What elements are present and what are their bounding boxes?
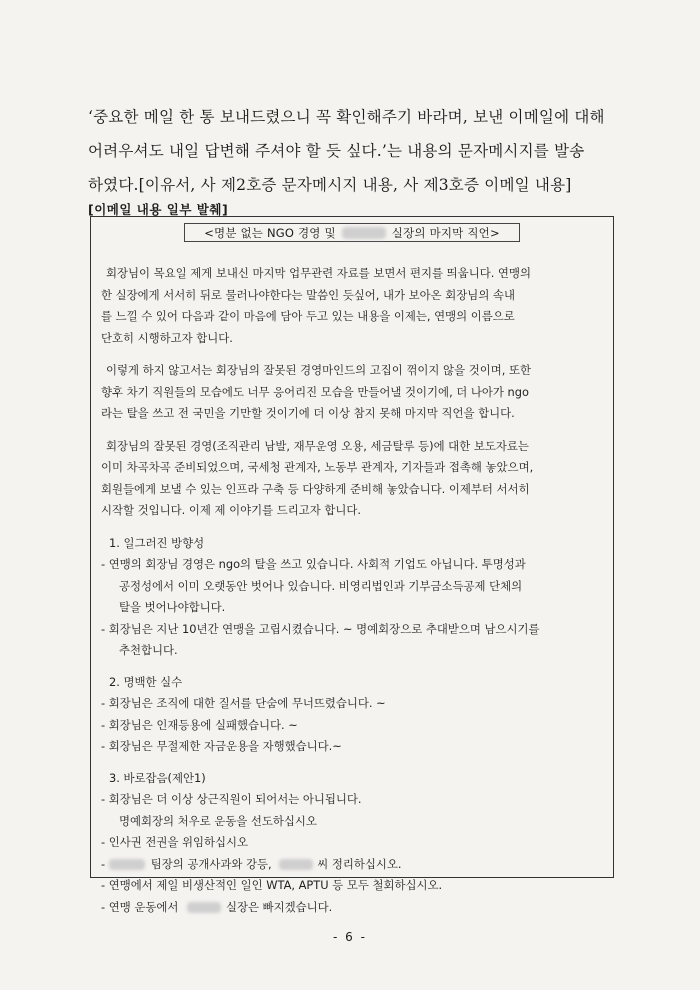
bullet-item: [101, 619, 611, 662]
bullet-text: - 연맹 운동에서: [101, 899, 179, 914]
bullet-text: - 회장님은 지난 10년간 연맹을 고립시켰습니다. ~ 명예회장으로 추대받으며 남으시기를: [101, 621, 540, 636]
section-3: [101, 768, 611, 919]
email-paragraph: [101, 436, 611, 522]
email-excerpt-box: [90, 216, 614, 914]
email-paragraph: [101, 263, 611, 349]
text-line: 시작할 것입니다. 이제 제 이야기를 드리고자 합니다.: [101, 503, 362, 517]
section-title: 2. 명백한 실수: [109, 674, 183, 689]
intro-line: ‘중요한 메일 한 통 보내드렸으니 꼭 확인해주기 바라며, 보낸 이메일에 대해: [88, 108, 605, 126]
text-line: 이렇게 하지 않고서는 회장님의 잘못된 경영마인드의 고집이 꺾이지 않을 것이며, 또한: [106, 363, 531, 377]
email-body: [101, 263, 611, 918]
intro-paragraph: [88, 100, 628, 202]
bullet-text: - 연맹의 회장님 경영은 ngo의 탈을 쓰고 있습니다. 사회적 기업도 아닙니다. 투명성과: [101, 557, 526, 571]
intro-line: 하였다.[이유서, 사 제2호증 문자메시지 내용, 사 제3호증 이메일 내용]: [88, 176, 572, 194]
bullet-item: - 회장님은 무절제한 자금운용을 자행했습니다.~: [101, 739, 342, 753]
bullet-item: [101, 897, 611, 919]
bullet-item: [101, 854, 611, 876]
excerpt-label: [이메일 내용 일부 발췌]: [88, 202, 229, 217]
bullet-item: - 연맹에서 제일 비생산적인 일인 WTA, APTU 등 모두 철회하십시오.: [101, 878, 443, 892]
redaction-mark: [342, 227, 386, 239]
bullet-item: [101, 554, 611, 619]
intro-line: 어려우셔도 내일 답변해 주셔야 할 듯 싶다.’는 내용의 문자메시지를 발송: [88, 142, 585, 160]
bullet-item: - 회장님은 더 이상 상근직원이 되어서는 아니됩니다.: [101, 792, 362, 806]
bullet-text: 공정성에서 이미 오랫동안 벗어나 있습니다. 비영리법인과 기부금소득공제 단체의: [119, 578, 523, 593]
redaction-mark: [187, 902, 221, 913]
text-line: 이미 차곡차곡 준비되었으며, 국세청 관계자, 노동부 관계자, 기자들과 접촉해 놓았으며,: [101, 460, 534, 474]
bullet-dash: -: [101, 856, 109, 871]
email-title: [184, 223, 520, 242]
bullet-item: - 인사권 전권을 위임하십시오: [101, 835, 249, 849]
section-1: [101, 533, 611, 662]
bullet-item: - 회장님은 조직에 대한 질서를 단숨에 무너뜨렸습니다. ~: [101, 696, 386, 710]
bullet-continuation: 명예회장의 처우로 운동을 선도하십시오: [119, 813, 317, 828]
email-title-end: 실장의 마지막 직언>: [391, 225, 500, 240]
bullet-text: 씨 정리하십시오.: [317, 856, 402, 871]
section-2: [101, 672, 611, 758]
section-title: 3. 바로잡음(제안1): [109, 770, 206, 785]
text-line: 회장님이 목요일 제게 보내신 마지막 업무관련 자료를 보면서 편지를 띄웁니다. 연맹의: [106, 266, 531, 280]
text-line: 향후 차기 직원들의 모습에도 너무 응어리진 모습을 만들어낼 것이기에, 더 나아가 ngo: [101, 384, 529, 399]
bullet-text: 탈을 벗어나야합니다.: [119, 600, 226, 614]
text-line: 한 실장에게 서서히 뒤로 물러나야한다는 말씀인 듯싶어, 내가 보아온 회장님의 속내: [101, 287, 515, 302]
text-line: 회원들에게 보낼 수 있는 인프라 구축 등 다양하게 준비해 놓았습니다. 이제부터 서서히: [101, 481, 530, 496]
bullet-text: 추천합니다.: [119, 643, 178, 657]
text-line: 라는 탈을 쓰고 전 국민을 기만할 것이기에 더 이상 참지 못해 마지막 직언을 합니다.: [101, 406, 515, 420]
bullet-item: - 회장님은 인재등용에 실패했습니다. ~: [101, 717, 298, 732]
bullet-text: 팀장의 공개사과와 강등,: [150, 856, 272, 871]
page-number: - 6 -: [333, 930, 367, 944]
email-paragraph: [101, 360, 611, 425]
email-title-start: <명분 없는 NGO 경영 및: [204, 225, 336, 240]
text-line: 회장님의 잘못된 경영(조직관리 남발, 재무운영 오용, 세금탈루 등)에 대한 보도자료는: [106, 438, 529, 453]
redaction-mark: [279, 859, 313, 870]
text-line: 를 느낄 수 있어 다음과 같이 마음에 담아 두고 있는 내용을 이제는, 연맹의 이름으로: [101, 309, 515, 323]
section-title: 1. 일그러진 방향성: [109, 535, 205, 550]
text-line: 단호히 시행하고자 합니다.: [101, 330, 233, 345]
redaction-mark: [109, 859, 145, 870]
bullet-text: 실장은 빠지겠습니다.: [226, 899, 333, 914]
